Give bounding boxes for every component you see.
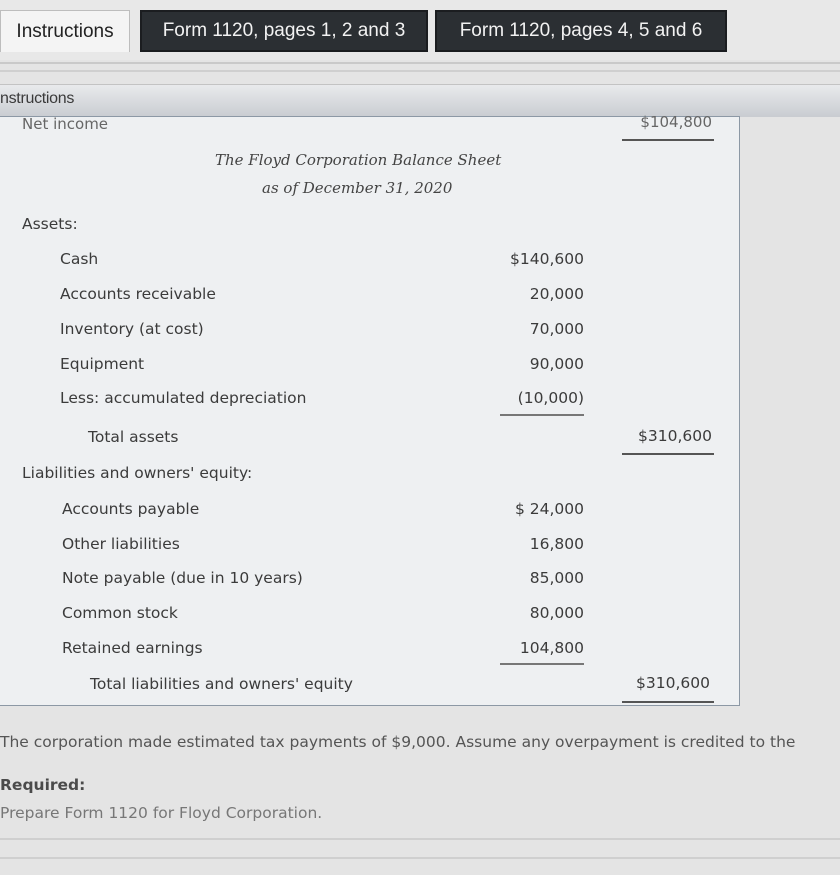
divider — [0, 62, 840, 64]
asset-label: Less: accumulated depreciation — [60, 389, 307, 407]
tab-form-1120-pages-4-5-6[interactable]: Form 1120, pages 4, 5 and 6 — [435, 10, 727, 52]
asset-value: $140,600 — [510, 250, 584, 268]
total-assets-value: $310,600 — [638, 427, 712, 445]
required-text: Prepare Form 1120 for Floyd Corporation. — [0, 804, 323, 822]
total-liabilities-value: $310,600 — [636, 674, 710, 692]
balance-sheet-subtitle: as of December 31, 2020 — [262, 179, 453, 197]
liability-value: $ 24,000 — [514, 500, 584, 518]
net-income-label: Net income — [22, 115, 109, 133]
balance-sheet-title: The Floyd Corporation Balance Sheet — [215, 151, 502, 169]
liability-label: Note payable (due in 10 years) — [62, 569, 303, 587]
liability-value: 104,800 — [519, 639, 584, 657]
liability-value: 85,000 — [529, 569, 584, 587]
liability-label: Accounts payable — [62, 500, 200, 518]
divider — [0, 70, 840, 72]
tab-instructions[interactable]: Instructions — [0, 10, 130, 52]
asset-value: 90,000 — [529, 355, 584, 373]
asset-value: 70,000 — [529, 320, 584, 338]
total-underline — [622, 453, 714, 455]
total-underline — [622, 139, 714, 141]
liabilities-heading: Liabilities and owners' equity: — [22, 464, 253, 482]
instructions-header-bar — [0, 84, 840, 117]
net-income-value: $104,800 — [640, 113, 712, 131]
liability-label: Common stock — [62, 604, 178, 622]
asset-label: Inventory (at cost) — [60, 320, 204, 338]
divider — [0, 838, 840, 840]
assets-heading: Assets: — [22, 215, 78, 233]
total-assets-label: Total assets — [88, 428, 179, 446]
total-underline — [622, 701, 714, 703]
liability-value: 80,000 — [529, 604, 584, 622]
total-liabilities-label: Total liabilities and owners' equity — [90, 675, 353, 693]
liability-value: 16,800 — [529, 535, 584, 553]
divider — [0, 857, 840, 859]
estimated-tax-note: The corporation made estimated tax payments of $9,000. Assume any overpayment is credited to the — [0, 733, 796, 751]
subtotal-underline — [500, 414, 584, 416]
instructions-header-title: nstructions — [0, 90, 75, 107]
asset-label: Accounts receivable — [60, 285, 216, 303]
liability-label: Other liabilities — [62, 535, 180, 553]
asset-value: 20,000 — [529, 285, 584, 303]
subtotal-underline — [500, 663, 584, 665]
asset-value: (10,000) — [517, 389, 584, 407]
asset-label: Equipment — [60, 355, 145, 373]
tab-form-1120-pages-1-2-3[interactable]: Form 1120, pages 1, 2 and 3 — [140, 10, 428, 52]
liability-label: Retained earnings — [62, 639, 203, 657]
tab-bar — [0, 0, 840, 60]
balance-sheet-panel[interactable] — [0, 113, 740, 706]
asset-label: Cash — [60, 250, 99, 268]
required-label: Required: — [0, 776, 86, 794]
